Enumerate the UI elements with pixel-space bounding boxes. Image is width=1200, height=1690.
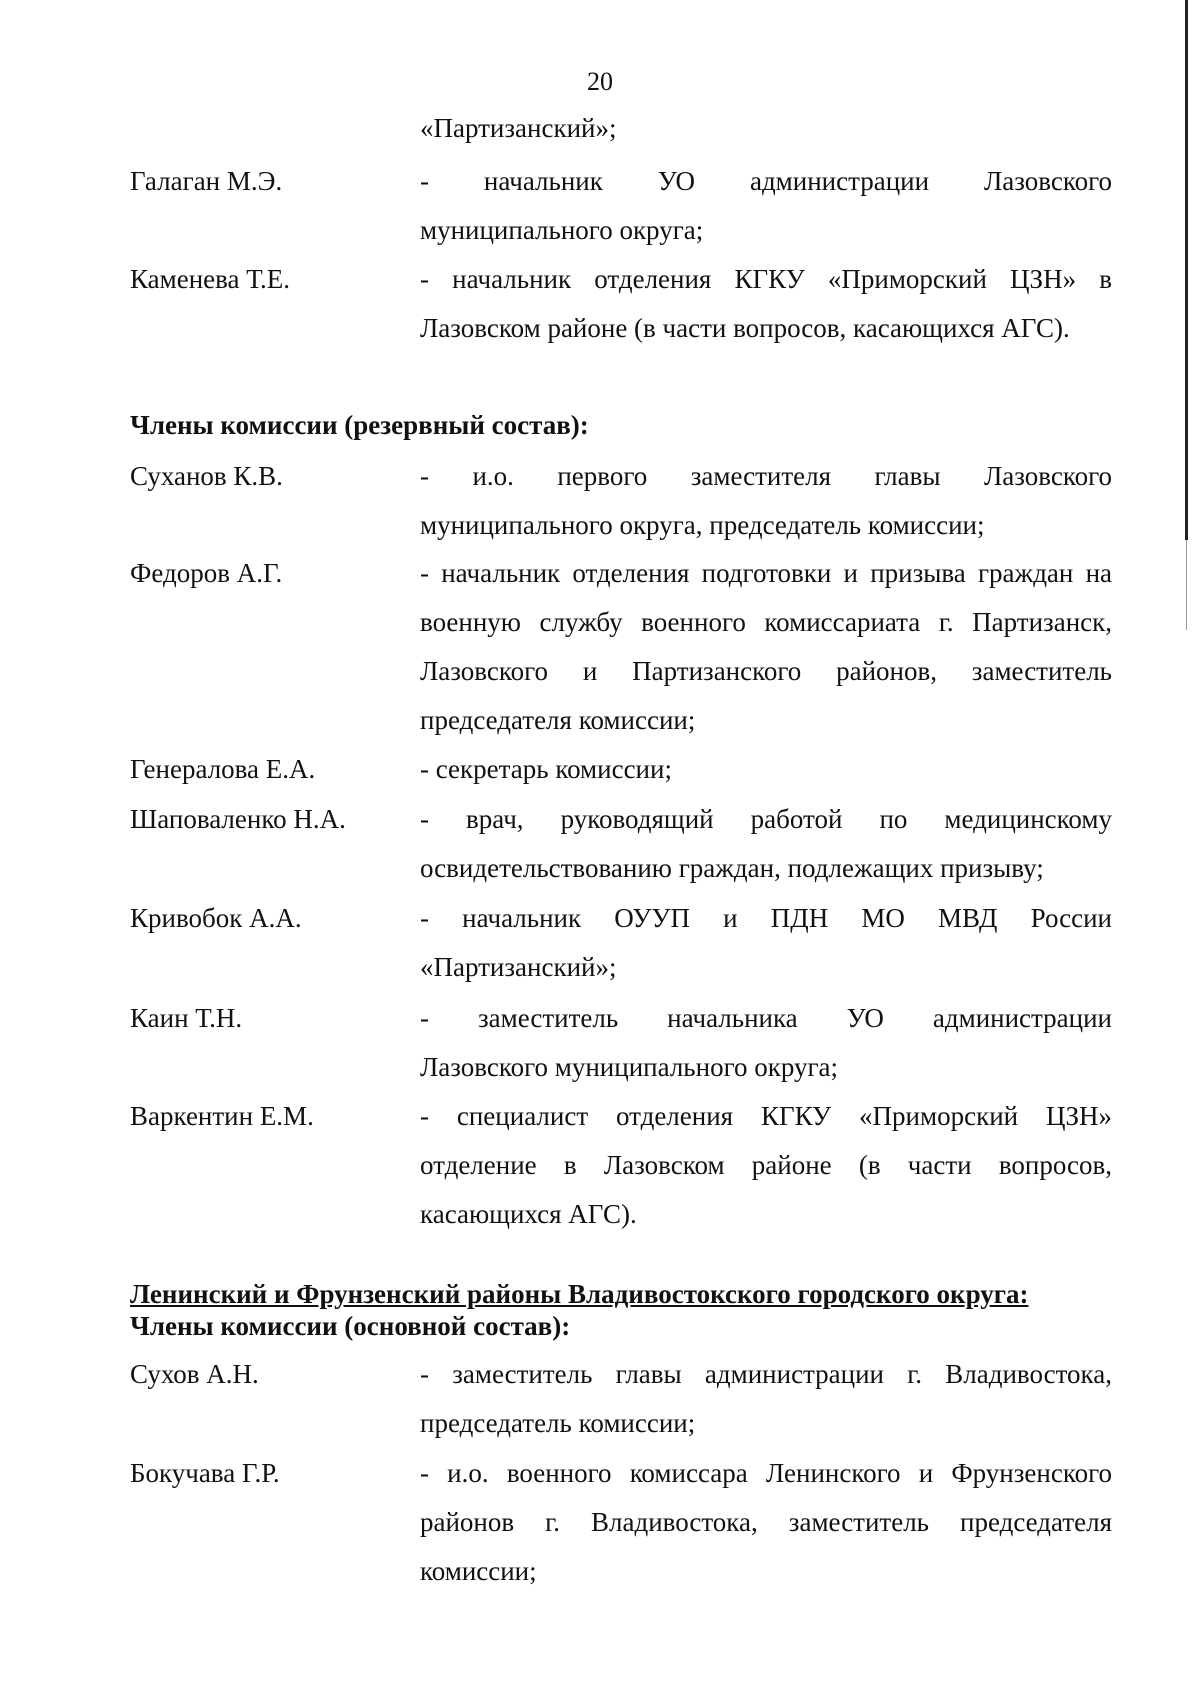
member-description: - заместитель начальника УО администрации Лазовского муниципального округа;: [420, 1003, 1112, 1082]
member-name: Бокучава Г.Р.: [130, 1458, 280, 1488]
member-description: - и.о. военного комиссара Ленинского и Фрунзенского районов г. Владивостока, заместитель председателя комиссии;: [420, 1458, 1112, 1586]
main-composition-heading: Члены комиссии (основной состав):: [130, 1311, 571, 1341]
member-description: - начальник ОУУП и ПДН МО МВД России «Партизанский»;: [420, 903, 1112, 982]
member-name: Федоров А.Г.: [130, 558, 283, 588]
member-description: - секретарь комиссии;: [420, 754, 672, 784]
member-description: - специалист отделения КГКУ «Приморский ЦЗН» отделение в Лазовском районе (в части вопросов, касающихся АГС).: [420, 1101, 1112, 1229]
member-name: Суханов К.В.: [130, 461, 283, 491]
member-name: Варкентин Е.М.: [130, 1101, 314, 1131]
scan-edge-line-faint: [1186, 540, 1187, 630]
member-description: - заместитель главы администрации г. Владивостока, председатель комиссии;: [420, 1359, 1112, 1438]
member-name: Каменева Т.Е.: [130, 264, 291, 294]
page-number: 20: [587, 67, 613, 96]
member-description: - начальник отделения КГКУ «Приморский ЦЗН» в Лазовском районе (в части вопросов, касающихся АГС).: [420, 264, 1112, 343]
member-name: Кривобок А.А.: [130, 903, 302, 933]
member-description: - и.о. первого заместителя главы Лазовского муниципального округа, председатель комиссии;: [420, 461, 1112, 540]
district-heading: Ленинский и Фрунзенский районы Владивостокского городского округа:: [130, 1279, 1029, 1309]
member-description: - начальник УО администрации Лазовского муниципального округа;: [420, 166, 1112, 245]
member-description: - начальник отделения подготовки и призыва граждан на военную службу военного комиссариата г. Партизанск, Лазовского и Партизанского районов, заместитель председателя комиссии;: [420, 558, 1112, 735]
member-name: Каин Т.Н.: [130, 1003, 243, 1033]
member-description: - врач, руководящий работой по медицинскому освидетельствованию граждан, подлежащих призыву;: [420, 804, 1112, 883]
member-name: Сухов А.Н.: [130, 1359, 259, 1389]
member-name: Шаповаленко Н.А.: [130, 804, 346, 834]
member-name: Галаган М.Э.: [130, 166, 283, 196]
member-name: Генералова Е.А.: [130, 754, 316, 784]
reserve-heading: Члены комиссии (резервный состав):: [130, 410, 589, 440]
continuation-text: «Партизанский»;: [420, 113, 617, 143]
